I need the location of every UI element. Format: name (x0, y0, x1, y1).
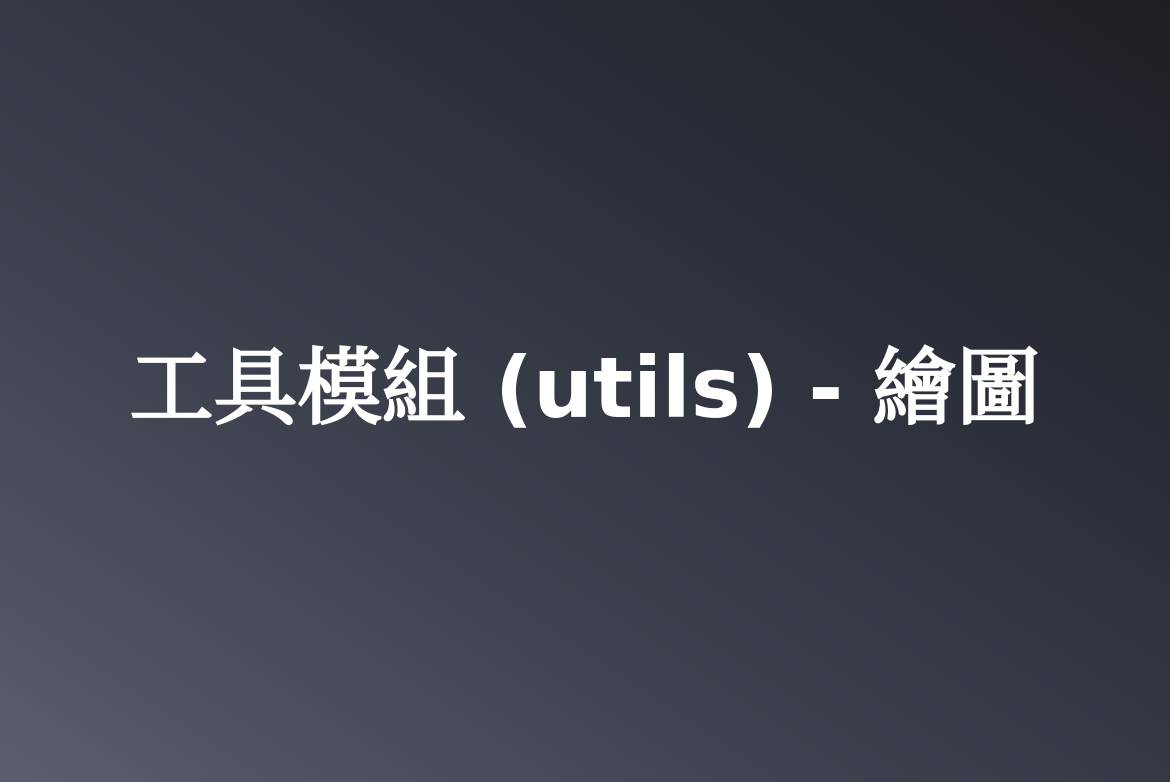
slide-title: 工具模組 (utils) - 繪圖 (129, 339, 1041, 437)
